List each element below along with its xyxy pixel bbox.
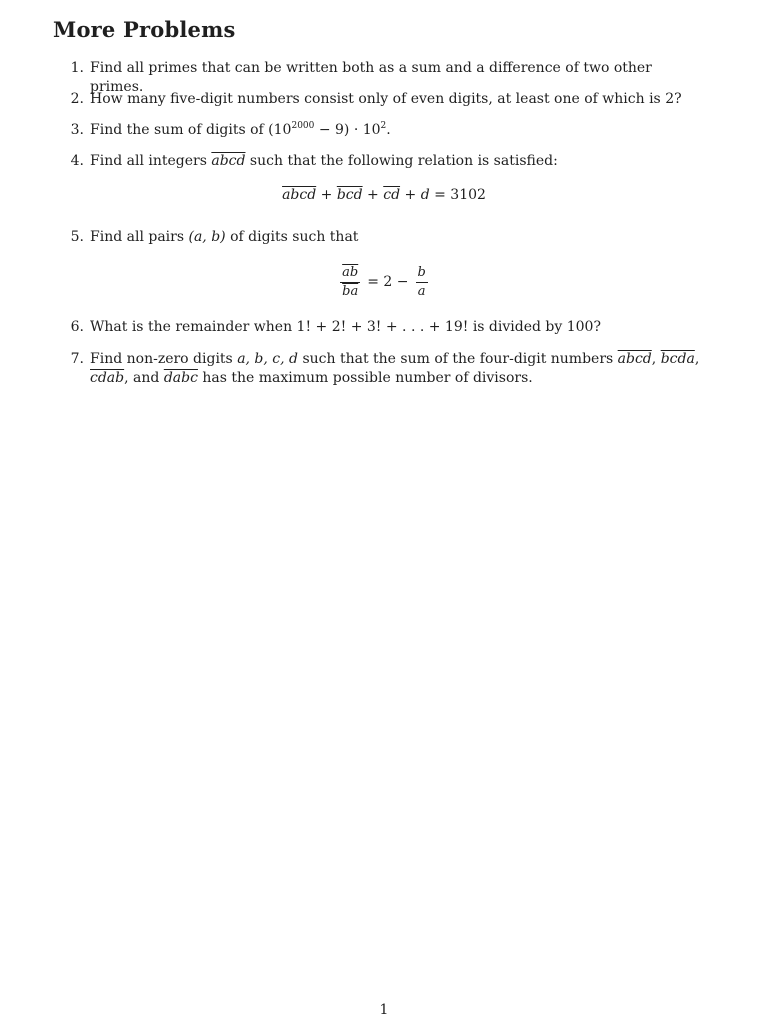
eq-term: abcd bbox=[282, 187, 317, 203]
problem-text: What is the remainder when 1! + 2! + 3! + . . . + 19! is divided by 100? bbox=[90, 319, 601, 335]
problem-number: 1. bbox=[70, 60, 84, 76]
problem-number: 2. bbox=[70, 91, 84, 107]
problem-number: 6. bbox=[70, 319, 84, 335]
problem-text-part: Find the sum of digits of (10 bbox=[90, 122, 292, 138]
fraction-numerator: b bbox=[417, 264, 426, 280]
problem-text: How many five-digit numbers consist only of even digits, at least one of which is 2? bbox=[90, 91, 682, 107]
equation-5 bbox=[0, 262, 768, 302]
problem-text bbox=[90, 121, 705, 140]
fraction-numerator: $\overline{ab}$ bbox=[342, 264, 359, 280]
problem-text-part: , and bbox=[124, 370, 160, 386]
page-title: More Problems bbox=[53, 17, 236, 42]
overlined-number: abcd bbox=[617, 351, 652, 367]
problem-number: 4. bbox=[70, 153, 84, 169]
overlined-number: cdab bbox=[90, 370, 125, 386]
eq-middle: = 2 − bbox=[367, 274, 409, 290]
overlined-number: bcda bbox=[660, 351, 695, 367]
problem-text-part: of digits such that bbox=[225, 229, 359, 245]
problem-text-part: such that the following relation is satisfied: bbox=[245, 153, 558, 169]
math-vars: a, b, c, d bbox=[237, 351, 298, 367]
problem-text-part: Find non-zero digits bbox=[90, 351, 238, 367]
fraction-right bbox=[416, 265, 428, 300]
exponent: 2000 bbox=[291, 121, 315, 131]
math-pair: (a, b) bbox=[188, 229, 226, 245]
problem-text-part: Find all pairs bbox=[90, 229, 189, 245]
equation-4: abcd + $\overline{bcd} + \overline{cd} + d = 3102$ bbox=[282, 187, 486, 203]
problem-number: 3. bbox=[70, 122, 84, 138]
fraction-left bbox=[340, 265, 360, 300]
problem-text-part: Find all integers bbox=[90, 153, 212, 169]
eq-term: $\overline{bcd}$ bbox=[336, 187, 363, 203]
problem-number: 5. bbox=[70, 229, 84, 245]
problem-text bbox=[90, 152, 705, 171]
problem-text-part: has the maximum possible number of divisors. bbox=[197, 370, 533, 386]
page-number: 1 bbox=[379, 1002, 389, 1018]
problem-text: Find non-zero digits a, b, c, d such that the sum of the four-digit numbers abcd, bcda, cdab, and dabc has the maximum possible number of divisors. bbox=[90, 351, 700, 386]
problem-text-part: such that the sum of the four-digit numbers bbox=[298, 351, 618, 367]
eq-term: $\overline{cd}$ bbox=[383, 187, 401, 203]
fraction-denominator: a bbox=[417, 283, 426, 299]
eq-rhs: 3102 bbox=[450, 187, 486, 203]
exponent: 2 bbox=[380, 121, 387, 131]
fraction-denominator: ba bbox=[342, 283, 359, 299]
problem-text bbox=[90, 228, 705, 247]
problem-text: Find all primes that can be written both as a sum and a difference of two other primes. bbox=[90, 60, 652, 95]
overlined-number: dabc bbox=[163, 370, 198, 386]
problem-number: 7. bbox=[70, 351, 84, 367]
overlined-number: abcd bbox=[211, 153, 246, 169]
problem-text-part: . bbox=[386, 122, 391, 138]
eq-term: d bbox=[420, 187, 430, 203]
problem-text-part: − 9) · 10 bbox=[314, 122, 381, 138]
